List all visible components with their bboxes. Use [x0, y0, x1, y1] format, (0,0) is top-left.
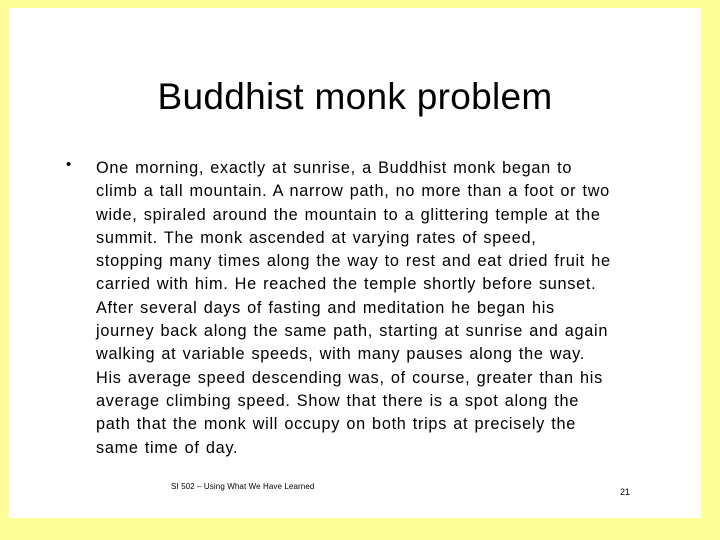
text-line: climb a tall mountain. A narrow path, no more than a foot or two: [96, 182, 610, 201]
text-line: path that the monk will occupy on both trips at precisely the: [96, 415, 576, 434]
text-line: average climbing speed. Show that there is a spot along the: [96, 391, 580, 410]
bullet-marker: •: [66, 156, 72, 173]
problem-text: [96, 157, 696, 460]
text-line: summit. The monk ascended at varying rates of speed,: [96, 228, 537, 247]
text-line: His average speed descending was, of course, greater than his: [96, 368, 603, 387]
slide-footer: SI 502 – Using What We Have Learned: [171, 482, 315, 491]
slide-title: Buddhist monk problem: [157, 76, 553, 117]
text-line: wide, spiraled around the mountain to a glittering temple at the: [96, 205, 601, 224]
text-line: walking at variable speeds, with many pauses along the way.: [96, 345, 585, 364]
text-line: stopping many times along the way to rest and eat dried fruit he: [96, 252, 611, 271]
page-number: 21: [620, 487, 631, 497]
slide: [9, 8, 701, 518]
text-line: journey back along the same path, starting at sunrise and again: [96, 322, 609, 341]
text-line: carried with him. He reached the temple shortly before sunset.: [96, 275, 597, 294]
text-line: After several days of fasting and meditation he began his: [96, 298, 555, 317]
text-line: One morning, exactly at sunrise, a Buddhist monk began to: [96, 159, 573, 177]
text-line: same time of day.: [96, 438, 239, 457]
